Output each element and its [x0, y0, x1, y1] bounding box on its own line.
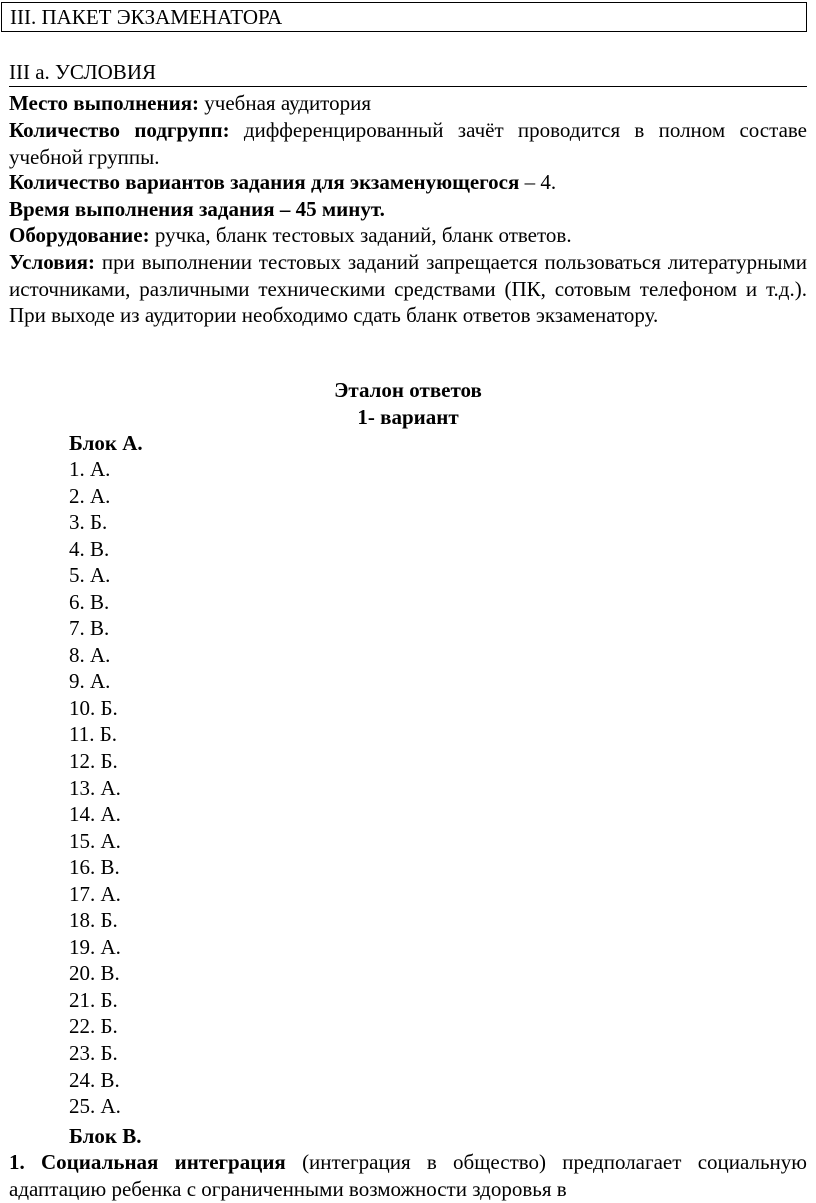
condition-equipment — [9, 222, 807, 249]
condition-variants-label: Количество вариантов задания для экзаменующегося — [9, 170, 520, 194]
condition-rules — [9, 249, 807, 329]
block-a-answer: 15. А. — [69, 828, 121, 853]
condition-variants — [9, 169, 807, 196]
condition-subgroups-value: дифференцированный зачёт проводится в полном составе учебной группы. — [9, 118, 807, 169]
condition-rules-label: Условия: — [9, 250, 96, 274]
block-a-answer: 11. Б. — [69, 722, 118, 747]
block-b-title: Блок В. — [69, 1124, 142, 1148]
answer-key-variant: 1- вариант — [357, 405, 459, 429]
section-header: III. ПАКЕТ ЭКЗАМЕНАТОРА — [1, 2, 807, 32]
block-a-answer: 4. В. — [69, 536, 110, 561]
block-a-answer: 2. А. — [69, 483, 111, 508]
subsection-header: III а. УСЛОВИЯ — [9, 58, 807, 87]
condition-place-value: учебная аудитория — [199, 91, 371, 115]
condition-subgroups — [9, 117, 807, 170]
block-b-item-term: 1. Социальная интеграция — [9, 1150, 286, 1174]
block-a-answer: 13. А. — [69, 775, 121, 800]
block-a-answer: 1. А. — [69, 457, 111, 481]
block-b-item-text: (интеграция в общество) предполагает социальную адаптацию ребенка с ограниченными возможности здоровья в — [9, 1150, 807, 1201]
block-a-answer: 24. В. — [69, 1067, 120, 1092]
condition-time-label: Время выполнения задания – 45 минут. — [9, 197, 385, 221]
block-a-answer: 20. В. — [69, 961, 120, 986]
condition-place-label: Место выполнения: — [9, 91, 200, 115]
block-a-answer: 14. А. — [69, 802, 121, 827]
block-a-answer: 12. Б. — [69, 749, 118, 774]
block-a-answer: 18. Б. — [69, 908, 118, 933]
condition-time — [9, 196, 807, 223]
condition-equipment-label: Оборудование: — [9, 223, 150, 247]
block-b-item — [9, 1149, 807, 1203]
block-a-answer: 17. А. — [69, 881, 121, 906]
block-a-answer: 7. В. — [69, 616, 110, 641]
block-a-answer: 19. А. — [69, 934, 121, 959]
block-a-answer: 21. Б. — [69, 987, 118, 1012]
block-a-answer: 23. Б. — [69, 1041, 118, 1066]
condition-place — [9, 90, 807, 117]
block-a-answer: 8. А. — [69, 642, 111, 667]
block-a-answer: 22. Б. — [69, 1014, 118, 1039]
block-a-answer-list — [69, 456, 121, 1120]
block-a-answer: 5. А. — [69, 563, 111, 588]
condition-equipment-value: ручка, бланк тестовых заданий, бланк ответов. — [149, 223, 572, 247]
block-a-answer: 6. В. — [69, 589, 110, 614]
block-a-answer: 3. Б. — [69, 510, 108, 535]
condition-variants-value: – 4. — [519, 170, 557, 194]
block-a-answer: 16. В. — [69, 855, 120, 880]
condition-subgroups-label: Количество подгрупп: — [9, 118, 230, 142]
answer-key-title: Эталон ответов — [334, 378, 482, 402]
condition-rules-value: при выполнении тестовых заданий запрещается пользоваться литературными источниками, различными техническими средствами (ПК, сотовым телефоном и т.д.). При выходе из аудитории необходимо сдать бланк ответов экзаменатору. — [9, 250, 807, 327]
block-a-answer: 10. Б. — [69, 695, 118, 720]
block-a-answer: 9. А. — [69, 669, 111, 694]
block-a-title: Блок А. — [69, 431, 143, 455]
block-a-answer: 25. А. — [69, 1094, 121, 1119]
